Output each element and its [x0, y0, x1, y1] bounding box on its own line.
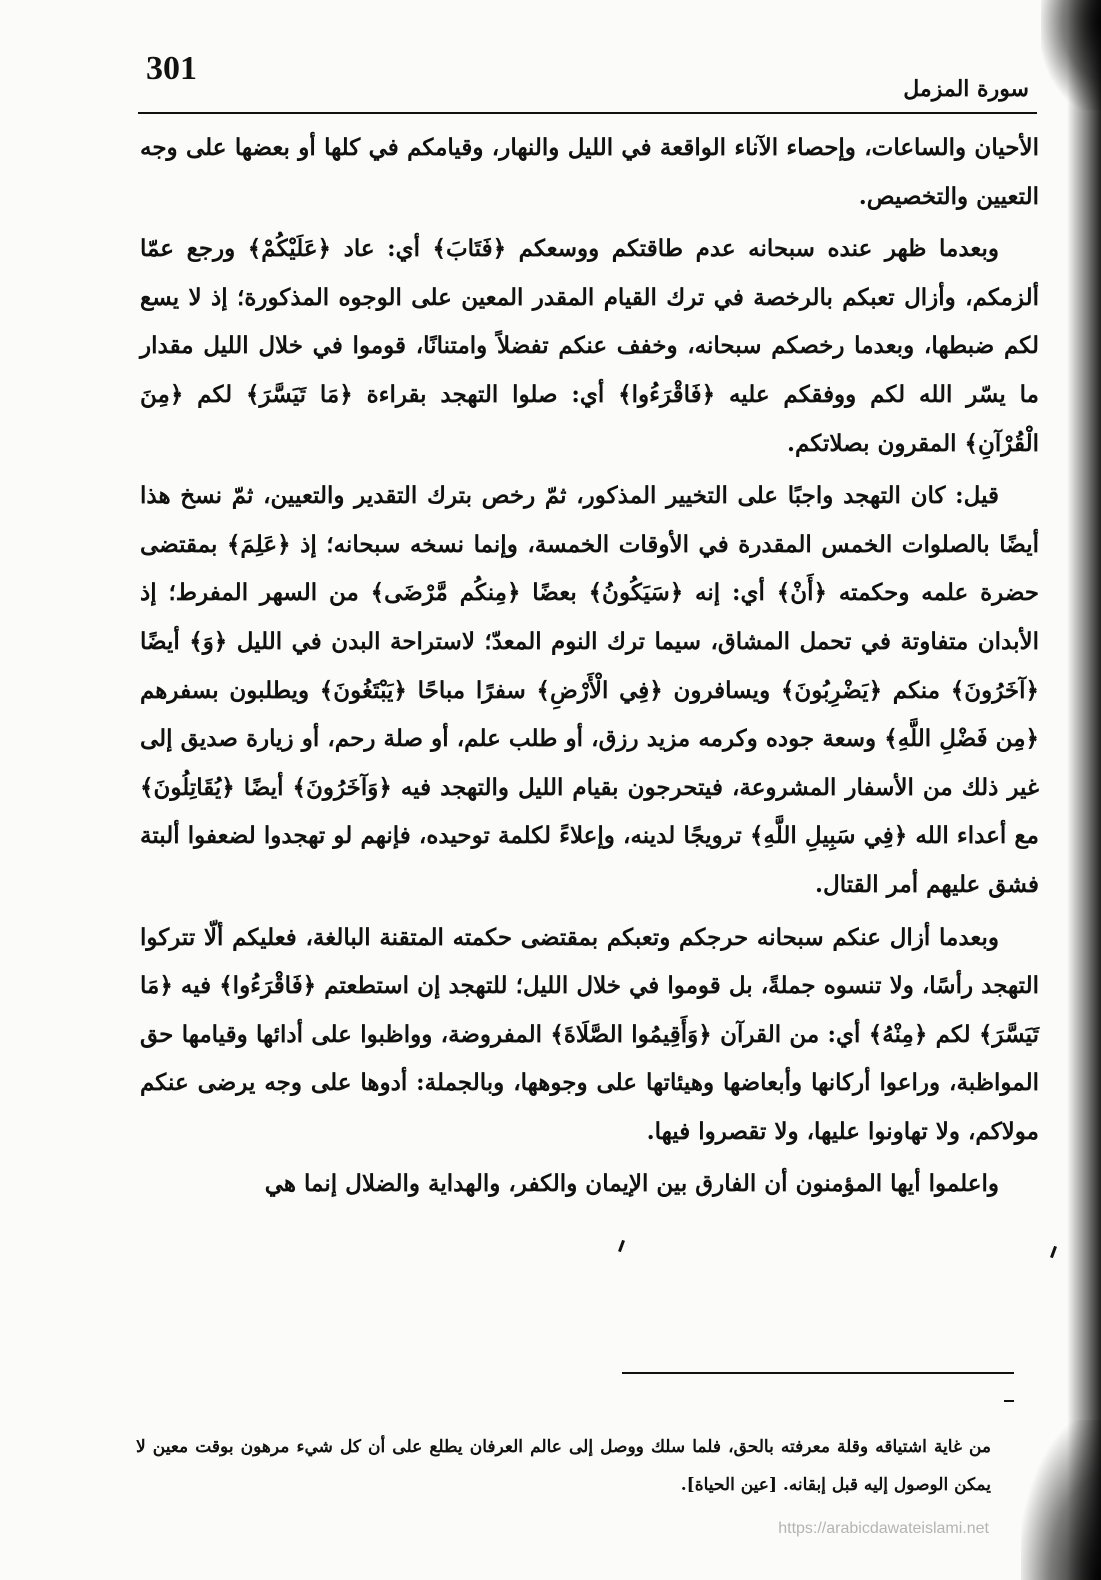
header-divider	[138, 112, 1037, 114]
body-text	[140, 124, 1039, 1213]
page-number: 301	[146, 50, 197, 87]
footnote-text: من غاية اشتياقه وقلة معرفته بالحق، فلما سلك ووصل إلى عالم العرفان يطلع على أن كل شيء مرهون بوقت معين لا يمكن الوصول إليه قبل إبقانه. [عين الحياة].	[136, 1437, 991, 1495]
paragraph: الأحيان والساعات، وإحصاء الآناء الواقعة في الليل والنهار، وقيامكم في كلها أو بعضها على وجه التعيين والتخصيص.	[140, 134, 1039, 210]
watermark-url: https://arabicdawateislami.net	[778, 1520, 989, 1537]
paragraph: واعلموا أيها المؤمنون أن الفارق بين الإيمان والكفر، والهداية والضلال إنما هي	[264, 1170, 999, 1198]
stray-ink-mark	[618, 1240, 625, 1252]
scan-edge-blot-top	[1041, 0, 1101, 110]
paragraph: وبعدما أزال عنكم سبحانه حرجكم وتعبكم بمقتضى حكمته المتقنة البالغة، فعليكم ألّا تتركوا التهجد رأسًا، ولا تنسوه جملةً، بل قوموا في خلال الليل؛ للتهجد إن استطعتم ﴿فَاقْرَءُوا﴾ فيه ﴿مَا تَيَسَّرَ﴾ لكم ﴿مِنْهُ﴾ أي: من القرآن ﴿وَأَقِيمُوا الصَّلَاةَ﴾ المفروضة، وواظبوا على أدائها وقيامها حق المواظبة، وراعوا أركانها وأبعاضها وهيئاتها على وجوهها، وبالجملة: أدوها على وجه يرضى عنكم مولاكم، ولا تهاونوا عليها، ولا تقصروا فيها.	[140, 923, 1039, 1145]
scan-edge-blot-bottom	[1021, 1420, 1101, 1580]
paragraph: قيل: كان التهجد واجبًا على التخيير المذكور، ثمّ رخص بترك التقدير والتعيين، ثمّ نسخ هذا أيضًا بالصلوات الخمس المقدرة في الأوقات الخمسة، وإنما نسخه سبحانه؛ إذ ﴿عَلِمَ﴾ بمقتضى حضرة علمه وحكمته ﴿أَنْ﴾ أي: إنه ﴿سَيَكُونُ﴾ بعضًا ﴿مِنكُم مَّرْضَى﴾ من السهر المفرط؛ إذ الأبدان متفاوتة في تحمل المشاق، سيما ترك النوم المعدّ؛ لاستراحة البدن في الليل ﴿وَ﴾ أيضًا ﴿آخَرُونَ﴾ منكم ﴿يَضْرِبُونَ﴾ ويسافرون ﴿فِي الْأَرْضِ﴾ سفرًا مباحًا ﴿يَبْتَغُونَ﴾ ويطلبون بسفرهم ﴿مِن فَضْلِ اللَّهِ﴾ وسعة جوده وكرمه مزيد رزق، أو طلب علم، أو صلة رحم، أو زيارة صديق إلى غير ذلك من الأسفار المشروعة، فيتحرجون بقيام الليل والتهجد فيه ﴿وَآخَرُونَ﴾ أيضًا ﴿يُقَاتِلُونَ﴾ مع أعداء الله ﴿فِي سَبِيلِ اللَّهِ﴾ ترويجًا لدينه، وإعلاءً لكلمة توحيده، فإنهم لو تهجدوا لضعفوا ألبتة فشق عليهم أمر القتال.	[140, 482, 1039, 898]
scan-edge-shadow	[1067, 0, 1101, 1580]
footnote-marker	[1004, 1400, 1014, 1402]
footnote-divider	[622, 1372, 1014, 1374]
paragraph: وبعدما ظهر عنده سبحانه عدم طاقتكم ووسعكم ﴿فَتَابَ﴾ أي: عاد ﴿عَلَيْكُمْ﴾ ورجع عمّا ألزمكم، وأزال تعبكم بالرخصة في ترك القيام المقدر المعين على الوجوه المذكورة؛ إذ لا يسع لكم ضبطها، وبعدما رخصكم سبحانه، وخفف عنكم تفضلاً وامتنانًا، قوموا في خلال الليل مقدار ما يسّر الله لكم ووفقكم عليه ﴿فَاقْرَءُوا﴾ أي: صلوا التهجد بقراءة ﴿مَا تَيَسَّرَ﴾ لكم ﴿مِنَ الْقُرْآنِ﴾ المقرون بصلاتكم.	[140, 235, 1039, 457]
surah-title: سورة المزمل	[903, 76, 1029, 102]
stray-ink-mark	[1050, 1246, 1057, 1258]
